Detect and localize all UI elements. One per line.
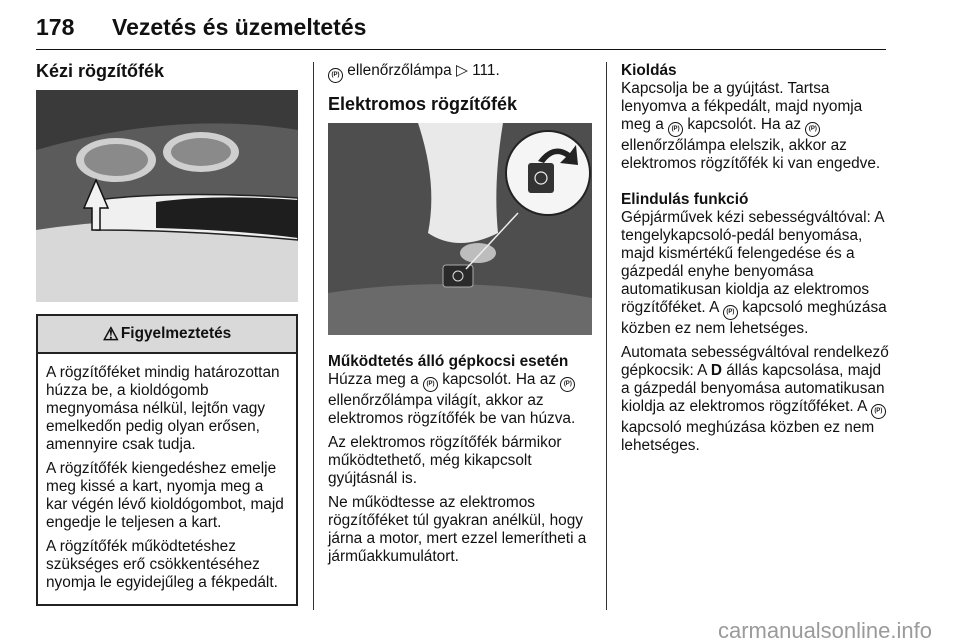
paragraph-battery-warning: Ne működtesse az elektromos rögzítőféket túl gyakran anélkül, hogy járna a motor, mert ezzel lemerítheti a járműakkumulátort. [328, 494, 587, 565]
handbrake-drawing [36, 90, 298, 302]
text: Kapcsolja be a gyújtást. Tartsa lenyomva a fékpedált, majd nyomja meg a [621, 80, 863, 133]
text: állás kapcsolása, majd a gázpedál benyomása automatikusan kioldja az elektromos rögzítőféket. A [621, 362, 885, 415]
brake-symbol-icon: (P) [723, 305, 738, 320]
column-divider-2 [606, 62, 607, 610]
chapter-title: Vezetés és üzemeltetés [112, 14, 367, 40]
paragraph-release [621, 80, 889, 173]
text: Gépjárművek kézi sebességváltóval: A tengelykapcsoló-pedál benyomása, majd kismértékű felengedése és a gázpedál enyhe benyomása automatikusan kioldja az elektromos rögzítőféket. A [621, 209, 884, 316]
header-rule [36, 49, 886, 50]
text: kapcsolót. Ha az [442, 371, 557, 388]
manual-handbrake-illustration [36, 90, 298, 302]
page-number: 178 [36, 14, 75, 40]
watermark: carmanualsonline.info [717, 618, 932, 643]
warning-paragraph: A rögzítőfék működtetéshez szükséges erő csökkentéséhez nyomja le egyidejűleg a fékpedált. [46, 538, 278, 591]
warning-triangle-icon: ⚠ [102, 324, 119, 344]
text: kapcsolót. Ha az [687, 116, 802, 133]
brake-symbol-icon: (P) [560, 377, 575, 392]
warning-paragraph: A rögzítőfék kiengedéshez emelje meg kissé a kart, nyomja meg a kar végén lévő kioldógombot, majd engedje le teljesen a kart. [46, 460, 284, 531]
brake-symbol-icon: (P) [328, 68, 343, 83]
text: Húzza meg a [328, 371, 419, 388]
gear-d: D [710, 362, 722, 379]
brake-symbol-icon: (P) [805, 122, 820, 137]
subheading-stationary: Működtetés álló gépkocsi esetén [328, 353, 569, 370]
section-title-electric-brake: Elektromos rögzítőfék [328, 94, 518, 114]
electric-brake-illustration [328, 123, 592, 335]
warning-title: Figyelmeztetés [120, 325, 232, 342]
paragraph-anytime: Az elektromos rögzítőfék bármikor működtethető, még kikapcsolt gyújtásnál is. [328, 434, 562, 487]
text: kapcsoló meghúzása közben ez nem lehetséges. [621, 299, 887, 337]
column-divider-1 [313, 62, 314, 610]
text: ellenőrzőlámpa világít, akkor az elektromos rögzítőfék be van húzva. [328, 392, 576, 427]
paragraph-automatic-gearbox [621, 344, 889, 455]
column-2 [328, 62, 592, 572]
electric-brake-drawing [328, 123, 592, 335]
reference-page: 111. [472, 62, 500, 79]
column-3 [621, 62, 889, 461]
warning-box [36, 314, 298, 606]
brake-symbol-icon: (P) [871, 404, 886, 419]
subheading-drive-away: Elindulás funkció [621, 191, 749, 208]
brake-symbol-icon: (P) [668, 122, 683, 137]
brake-symbol-icon: (P) [423, 377, 438, 392]
paragraph-manual-gearbox [621, 209, 889, 338]
subheading-release: Kioldás [621, 62, 677, 79]
text: kapcsoló meghúzása közben ez nem lehetséges. [621, 419, 875, 454]
text: ellenőrzőlámpa elelszik, akkor az elektromos rögzítőfék ki van engedve. [621, 137, 881, 172]
reference-arrow-icon: ▷ [455, 62, 468, 79]
text: Automata sebességváltóval rendelkező gépkocsik: A [621, 344, 889, 379]
warning-body [38, 354, 296, 604]
page-header [36, 14, 886, 48]
warning-header [38, 316, 296, 354]
warning-paragraph: A rögzítőféket mindig határozottan húzza be, a kioldógomb megnyomása nélkül, lejtőn vagy emelkedőn pedig olyan erősen, amennyire csak tudja. [46, 364, 280, 453]
paragraph-operation [328, 371, 592, 428]
control-lamp-reference [328, 62, 592, 83]
column-1 [36, 62, 298, 606]
reference-text: ellenőrzőlámpa [347, 62, 452, 79]
section-title-manual-brake: Kézi rögzítőfék [36, 61, 165, 81]
